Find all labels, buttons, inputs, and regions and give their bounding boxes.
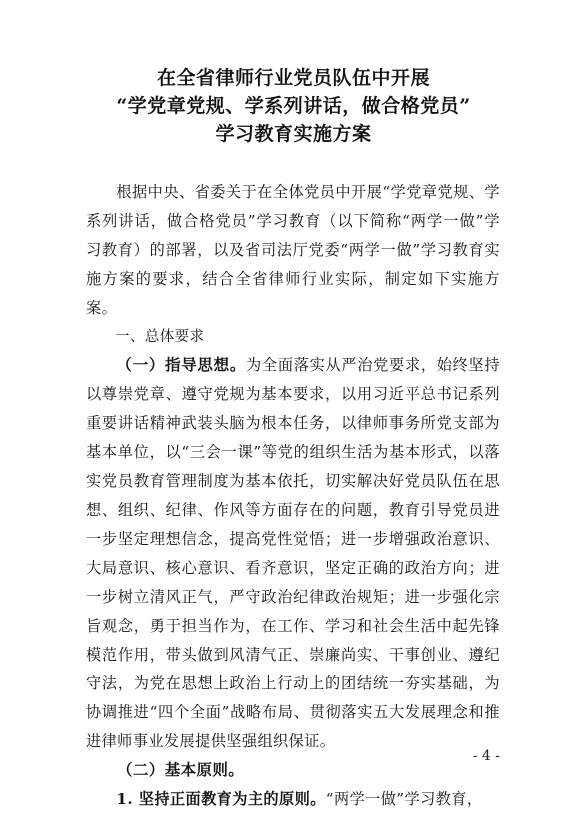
section-heading-general-requirements: 一、总体要求 [115, 328, 205, 345]
principle-1-label: 1. 坚持正面教育为主的原则。 [116, 790, 326, 809]
guiding-ideology-label: （一）指导思想。 [116, 356, 247, 375]
intro-paragraph: 根据中央、省委关于在全体党员中开展“学党章党规、学系列讲话，做合格党员”学习教育（以下简称“两学一做”学习教育）的部署，以及省司法厅党委“两学一做”学习教育实施方案的要求，结合全省律师行业实际，制定如下实施方案。 [86, 183, 500, 317]
principle-1-paragraph [86, 785, 500, 814]
guiding-ideology-text: 为全面落实从严治党要求，始终坚持以尊崇党章、遵守党规为基本要求，以用习近平总书记系列重要讲话精神武装头脑为根本任务，以律师事务所党支部为基本单位，以“三会一课”等党的组织生活为基本形式，以落实党员教育管理制度为基本依托，切实解决好党员队伍在思想、组织、纪律、作风等方面存在的问题，教育引导党员进一步坚定理想信念，提高党性觉悟；进一步增强政治意识、大局意识、核心意识、看齐意识，坚定正确的政治方向；进一步树立清风正气，严守政治纪律政治规矩；进一步强化宗旨观念，勇于担当作为，在工作、学习和社会生活中起先锋模范作用，带头做到风清气正、崇廉尚实、干事创业、遵纪守法，为党在思想上政治上行动上的团结统一夯实基础，为协调推进“四个全面”战略布局、贯彻落实五大发展理念和推进律师事业发展提供坚强组织保证。 [86, 356, 500, 751]
principle-1-text: “两学一做”学习教育， [325, 790, 483, 809]
document-title [0, 64, 587, 148]
page-number: - 4 - [472, 748, 500, 764]
guiding-ideology-paragraph [86, 351, 500, 756]
subsection-heading-basic-principles: （二）基本原则。 [117, 761, 245, 780]
title-line-2: “学党章党规、学系列讲话，做合格党员” [116, 95, 471, 117]
title-line-3: 学习教育实施方案 [215, 123, 372, 145]
title-line-1: 在全省律师行业党员队伍中开展 [156, 67, 430, 89]
document-body [86, 178, 500, 814]
